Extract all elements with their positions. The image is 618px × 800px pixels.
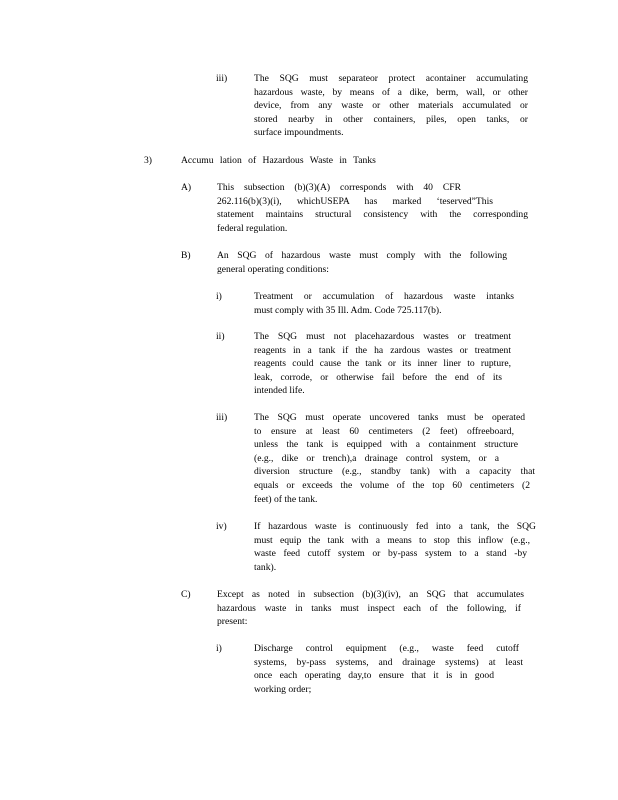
text-line: reagents in a tank if the ha zardous wastes or treatment — [254, 344, 511, 356]
text-line: tank). — [254, 561, 277, 573]
text-line: statement maintains structural consistency with the corresponding — [217, 209, 528, 221]
text-line: Discharge control equipment (e.g., waste feed cutoff — [254, 643, 519, 654]
text-line: surface impoundments. — [254, 127, 344, 139]
text-line: feet) of the tank. — [254, 493, 318, 505]
text-line: must comply with 35 Ill. Adm. Code 725.117(b). — [254, 304, 442, 316]
text-line: Treatment or accumulation of hazardous waste intanks — [254, 291, 514, 302]
text-line: device, from any waste or other materials accumulated or — [254, 100, 528, 112]
paragraph — [254, 290, 514, 317]
text-line: reagents could cause the tank or its inner liner to rupture, — [254, 358, 511, 370]
text-line: must equip the tank with a means to stop this inflow (e.g., — [254, 534, 530, 546]
text-line: to ensure at least 60 centimeters (2 feet) offreeboard, — [254, 425, 514, 437]
text-line: unless the tank is equipped with a containment structure — [254, 439, 518, 451]
text-line: working order; — [254, 683, 312, 695]
paragraph — [254, 520, 536, 574]
text-line: diversion structure (e.g., standby tank) with a capacity that — [254, 466, 535, 478]
text-line: general operating conditions: — [217, 263, 329, 275]
text-line: The SQG must operate uncovered tanks must be operated — [254, 412, 525, 423]
item-label: B) — [181, 250, 191, 261]
text-line: An SQG of hazardous waste must comply with the following — [217, 250, 507, 261]
item-label: iii) — [216, 73, 228, 84]
item-label: A) — [181, 182, 192, 193]
paragraph — [254, 330, 511, 398]
item-label: ii) — [216, 331, 225, 342]
text-line: Except as noted in subsection (b)(3)(iv), an SQG that accumulates — [217, 589, 524, 600]
item-label: iv) — [216, 521, 227, 532]
text-line: If hazardous waste is continuously fed into a tank, the SQG — [254, 521, 536, 532]
section-heading — [181, 154, 401, 168]
text-line: present: — [217, 616, 248, 628]
paragraph — [217, 249, 507, 276]
section-number: 3) — [144, 155, 152, 166]
text-line: intended life. — [254, 385, 305, 397]
text-line: hazardous waste, by means of a dike, berm, wall, or other — [254, 86, 528, 98]
paragraph — [217, 588, 524, 629]
text-line: (e.g., dike or trench),a drainage control system, or a — [254, 452, 499, 464]
item-label: i) — [216, 643, 222, 654]
paragraph — [254, 411, 535, 506]
item-label: i) — [216, 291, 222, 302]
text-line: equals or exceeds the volume of the top 60 centimeters (2 — [254, 479, 530, 491]
text-line: federal regulation. — [217, 222, 288, 234]
paragraph — [254, 72, 528, 140]
paragraph — [254, 642, 523, 696]
text-line: The SQG must not placehazardous wastes or treatment — [254, 331, 511, 342]
item-label: C) — [181, 589, 191, 600]
paragraph — [217, 181, 528, 235]
text-line: The SQG must separateor protect acontainer accumulating — [254, 73, 528, 84]
text-line: waste feed cutoff system or by-pass system to a stand -by — [254, 548, 527, 560]
item-label: iii) — [216, 412, 228, 423]
text-line: 262.116(b)(3)(i), whichUSEPA has marked ‘teserved”This — [217, 195, 493, 207]
text-line: hazardous waste in tanks must inspect each of the following, if — [217, 602, 521, 614]
text-line: stored nearby in other containers, piles, open tanks, or — [254, 113, 528, 125]
text-line: leak, corrode, or otherwise fail before the end of its — [254, 371, 502, 383]
text-line: systems, by-pass systems, and drainage systems) at least — [254, 656, 523, 668]
text-line: This subsection (b)(3)(A) corresponds with 40 CFR — [217, 182, 461, 193]
text-line: once each operating day,to ensure that it is in good — [254, 670, 494, 682]
text-line: Accumu lation of Hazardous Waste in Tanks — [181, 155, 376, 166]
